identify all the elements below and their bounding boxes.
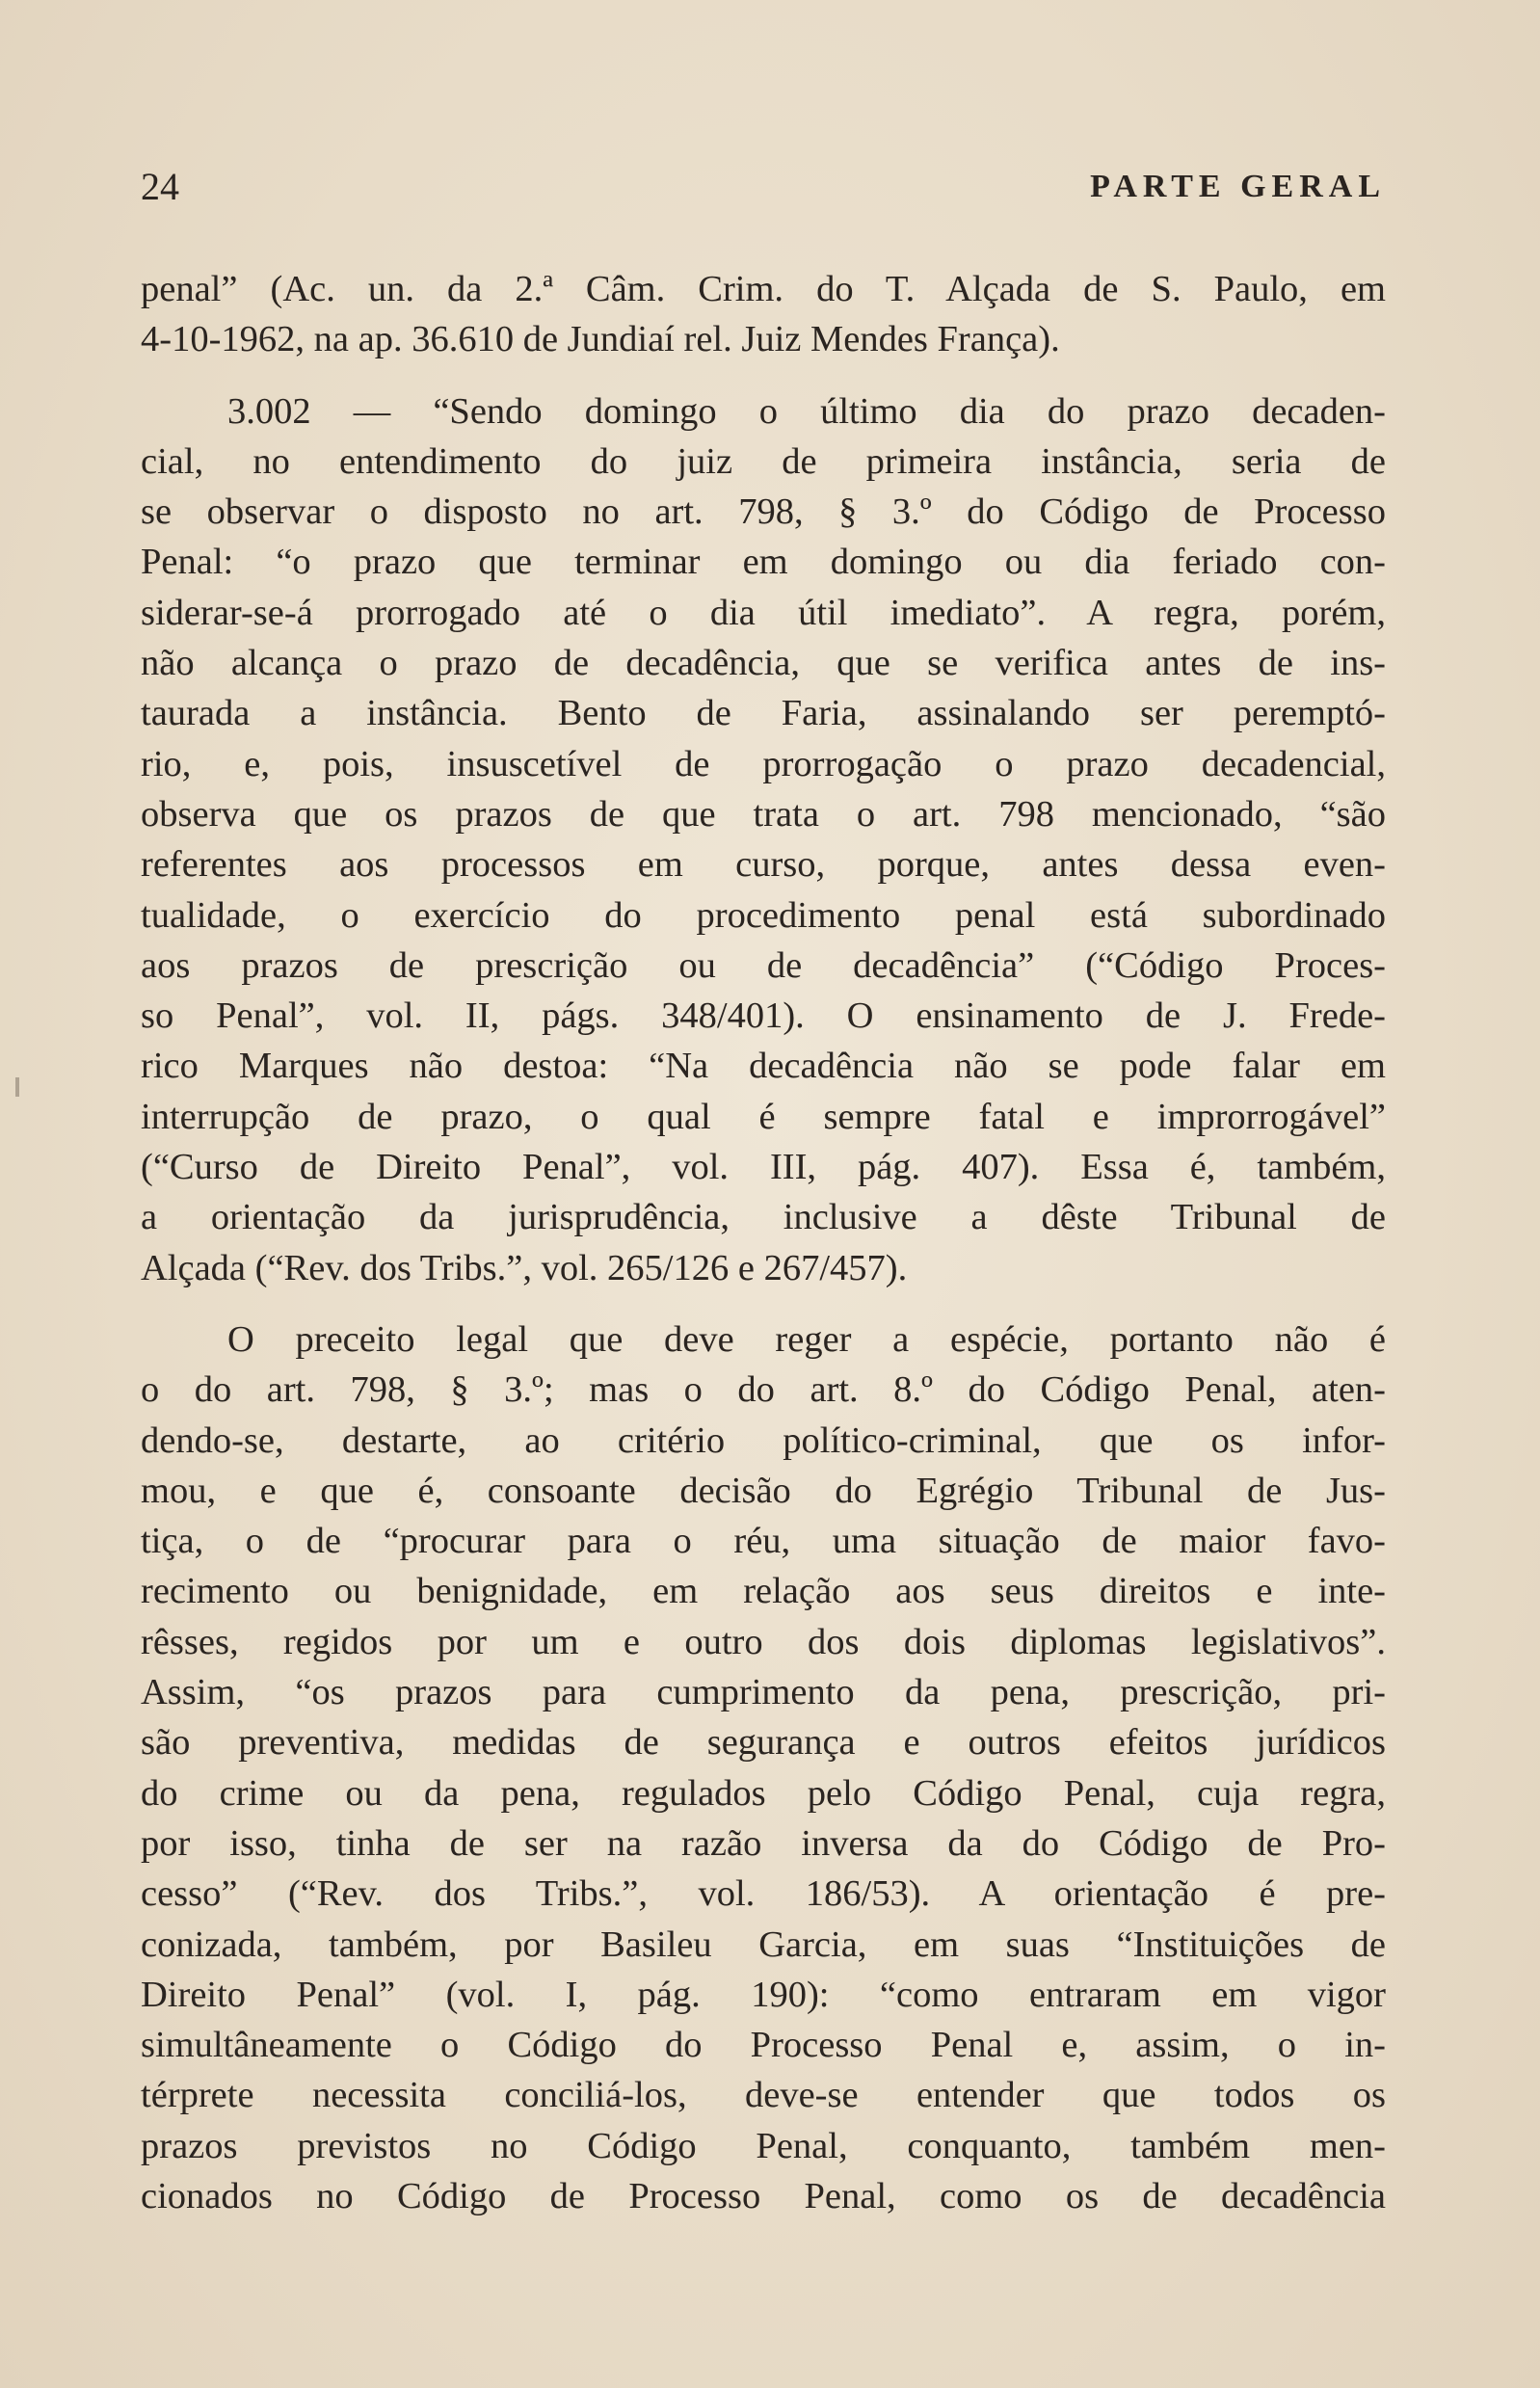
text-line: Direito Penal” (vol. I, pág. 190): “como entraram em vigor (141, 1974, 1386, 2015)
text-line: o do art. 798, § 3.º; mas o do art. 8.º do Código Penal, aten- (141, 1369, 1386, 1411)
text-line: observa que os prazos de que trata o art. 798 mencionado, “são (141, 793, 1386, 835)
text-line: tualidade, o exercício do procedimento penal está subordinado (141, 894, 1386, 936)
text-line: O preceito legal que deve reger a espécie, portanto não é (227, 1318, 1386, 1360)
text-line: mou, e que é, consoante decisão do Egrégio Tribunal de Jus- (141, 1470, 1386, 1511)
paragraph-gap (141, 365, 1386, 386)
text-line: Assim, “os prazos para cumprimento da pena, prescrição, pri- (141, 1672, 1386, 1713)
running-title: PARTE GERAL (1090, 169, 1386, 204)
text-line: prazos previstos no Código Penal, conquanto, também men- (141, 2125, 1386, 2166)
text-line: simultâneamente o Código do Processo Penal e, assim, o in- (141, 2025, 1386, 2066)
text-line: rico Marques não destoa: “Na decadência não se pode falar em (141, 1046, 1386, 1087)
paragraph-gap (141, 1293, 1386, 1314)
text-line: cionados no Código de Processo Penal, como os de decadência (141, 2175, 1386, 2216)
running-head (141, 158, 1386, 216)
text-line: interrupção de prazo, o qual é sempre fatal e improrrogável” (141, 1096, 1386, 1137)
text-line: penal” (Ac. un. da 2.ª Câm. Crim. do T. Alçada de S. Paulo, em (141, 269, 1386, 309)
text-line: recimento ou benignidade, em relação aos seus direitos e inte- (141, 1571, 1386, 1612)
text-line: siderar-se-á prorrogado até o dia útil imediato”. A regra, porém, (141, 592, 1386, 633)
text-line: do crime ou da pena, regulados pelo Código Penal, cuja regra, (141, 1772, 1386, 1814)
text-line: por isso, tinha de ser na razão inversa da do Código de Pro- (141, 1822, 1386, 1864)
text-line: a orientação da jurisprudência, inclusive a dêste Tribunal de (141, 1197, 1386, 1238)
text-line: referentes aos processos em curso, porque, antes dessa even- (141, 844, 1386, 886)
text-line: cesso” (“Rev. dos Tribs.”, vol. 186/53). A orientação é pre- (141, 1873, 1386, 1915)
text-line: tiça, o de “procurar para o réu, uma situação de maior favo- (141, 1521, 1386, 1562)
page-number: 24 (141, 165, 179, 208)
text-line: são preventiva, medidas de segurança e outros efeitos jurídicos (141, 1722, 1386, 1764)
text-line: (“Curso de Direito Penal”, vol. III, pág. 407). Essa é, também, (141, 1147, 1386, 1188)
text-line: conizada, também, por Basileu Garcia, em suas “Instituições de (141, 1924, 1386, 1965)
text-line: aos prazos de prescrição ou de decadência” (“Código Proces- (141, 944, 1386, 986)
text-line: se observar o disposto no art. 798, § 3.º do Código de Processo (141, 491, 1386, 533)
text-line: Penal: “o prazo que terminar em domingo ou dia feriado con- (141, 542, 1386, 583)
text-line: não alcança o prazo de decadência, que se verifica antes de ins- (141, 643, 1386, 684)
text-line: rio, e, pois, insuscetível de prorrogação o prazo decadencial, (141, 743, 1386, 784)
text-line: dendo-se, destarte, ao critério político-criminal, que os infor- (141, 1420, 1386, 1461)
text-line: cial, no entendimento do juiz de primeira instância, seria de (141, 440, 1386, 482)
margin-mark (15, 1077, 19, 1097)
text-line: so Penal”, vol. II, págs. 348/401). O ensinamento de J. Frede- (141, 995, 1386, 1037)
text-line: térprete necessita conciliá-los, deve-se entender que todos os (141, 2075, 1386, 2116)
text-line: 4-10-1962, na ap. 36.610 de Jundiaí rel. Juiz Mendes França). (141, 319, 1060, 360)
text-line: 3.002 — “Sendo domingo o último dia do prazo decaden- (227, 390, 1386, 432)
text-line: Alçada (“Rev. dos Tribs.”, vol. 265/126 e 267/457). (141, 1247, 908, 1288)
text-line: rêsses, regidos por um e outro dos dois diplomas legislativos”. (141, 1621, 1386, 1662)
body-text (141, 264, 1386, 2221)
text-line: taurada a instância. Bento de Faria, assinalando ser peremptó- (141, 693, 1386, 734)
